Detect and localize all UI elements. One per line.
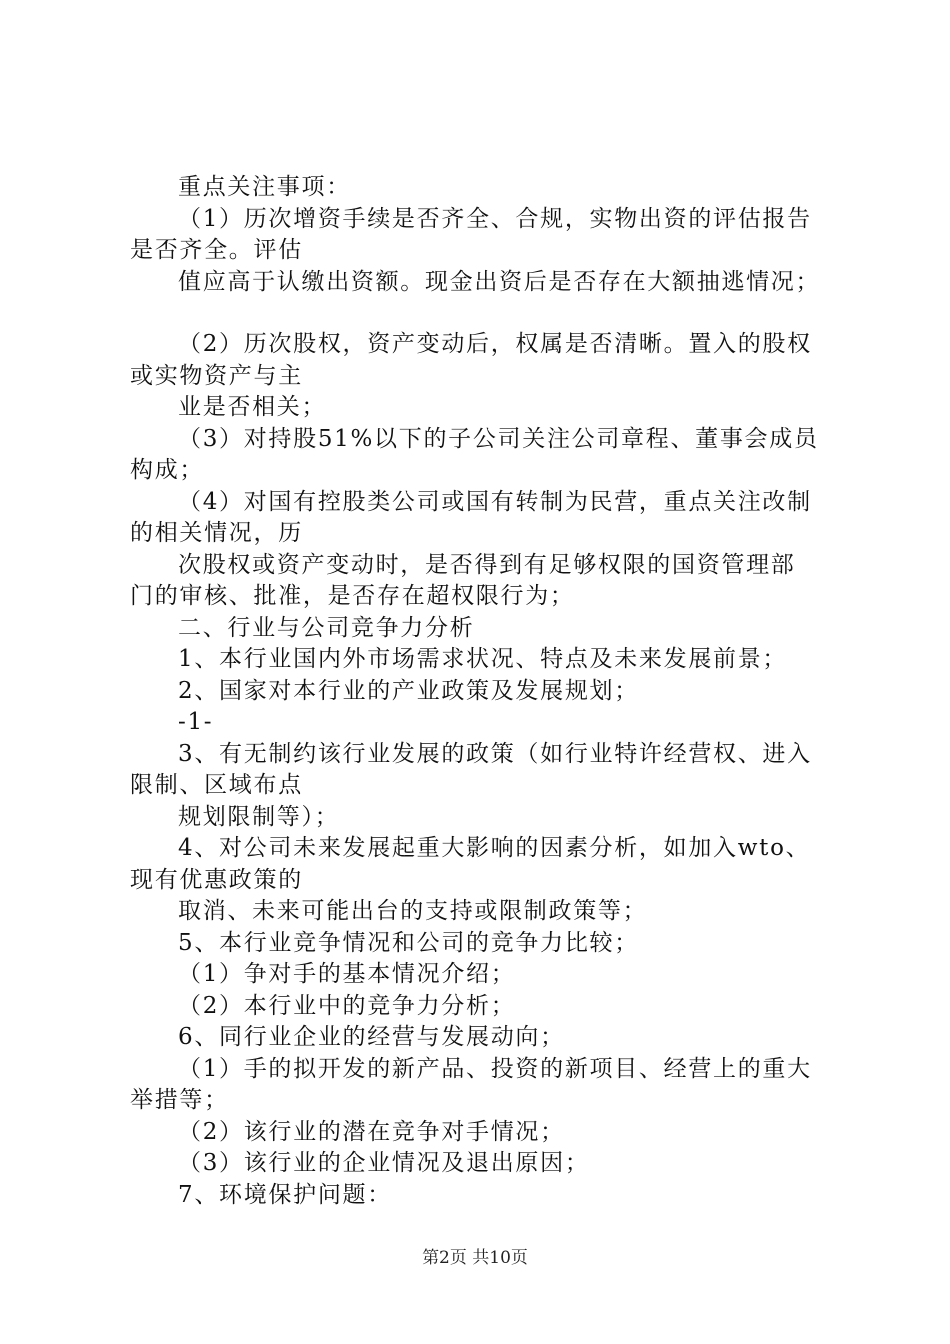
text-line: （2）本行业中的竞争力分析； bbox=[178, 992, 516, 1019]
text-line: 构成； bbox=[130, 457, 205, 483]
blank-line bbox=[130, 298, 830, 329]
text-line: 限制、区域布点 bbox=[130, 772, 303, 798]
text-line: 业是否相关； bbox=[178, 394, 327, 420]
text-line: （2）该行业的潜在竞争对手情况； bbox=[178, 1118, 565, 1145]
text-line: 次股权或资产变动时，是否得到有足够权限的国资管理部 bbox=[178, 551, 796, 578]
text-line: （3）该行业的企业情况及退出原因； bbox=[178, 1150, 590, 1176]
page-marker: -1- bbox=[178, 709, 214, 735]
section-heading: 二、行业与公司竞争力分析 bbox=[178, 614, 475, 641]
document-body bbox=[130, 172, 830, 1211]
text-line: 6、同行业企业的经营与发展动向； bbox=[178, 1024, 565, 1050]
text-line: 3、有无制约该行业发展的政策（如行业特许经营权、进入 bbox=[178, 740, 812, 767]
text-line: 的相关情况，历 bbox=[130, 520, 303, 546]
text-line: 举措等； bbox=[130, 1087, 229, 1113]
text-line: （1）历次增资手续是否齐全、合规，实物出资的评估报告 bbox=[178, 205, 812, 232]
text-line: 门的审核、批准，是否存在超权限行为； bbox=[130, 583, 575, 609]
text-line: （1）手的拟开发的新产品、投资的新项目、经营上的重大 bbox=[178, 1055, 812, 1082]
text-line: 5、本行业竞争情况和公司的竞争力比较； bbox=[178, 929, 639, 956]
text-line: 取消、未来可能出台的支持或限制政策等； bbox=[178, 898, 648, 924]
text-line: 重点关注事项： bbox=[178, 174, 351, 200]
text-line: （1）争对手的基本情况介绍； bbox=[178, 961, 516, 987]
text-line: 或实物资产与主 bbox=[130, 362, 303, 389]
text-line: （4）对国有控股类公司或国有转制为民营，重点关注改制 bbox=[178, 488, 812, 515]
text-line: （2）历次股权，资产变动后，权属是否清晰。置入的股权 bbox=[178, 331, 812, 357]
text-line: （3）对持股51%以下的子公司关注公司章程、董事会成员 bbox=[178, 425, 819, 452]
text-line: 4、对公司未来发展起重大影响的因素分析，如加入wto、 bbox=[178, 835, 811, 861]
text-line: 规划限制等）； bbox=[178, 803, 340, 830]
text-line: 7、环境保护问题： bbox=[178, 1181, 392, 1208]
text-line: 2、国家对本行业的产业政策及发展规划； bbox=[178, 677, 639, 704]
page-footer: 第2页 共10页 bbox=[422, 1248, 528, 1268]
text-line: 现有优惠政策的 bbox=[130, 866, 303, 893]
text-line: 1、本行业国内外市场需求状况、特点及未来发展前景； bbox=[178, 646, 788, 672]
text-line: 是否齐全。评估 bbox=[130, 237, 303, 263]
text-line: 值应高于认缴出资额。现金出资后是否存在大额抽逃情况； bbox=[178, 268, 821, 295]
